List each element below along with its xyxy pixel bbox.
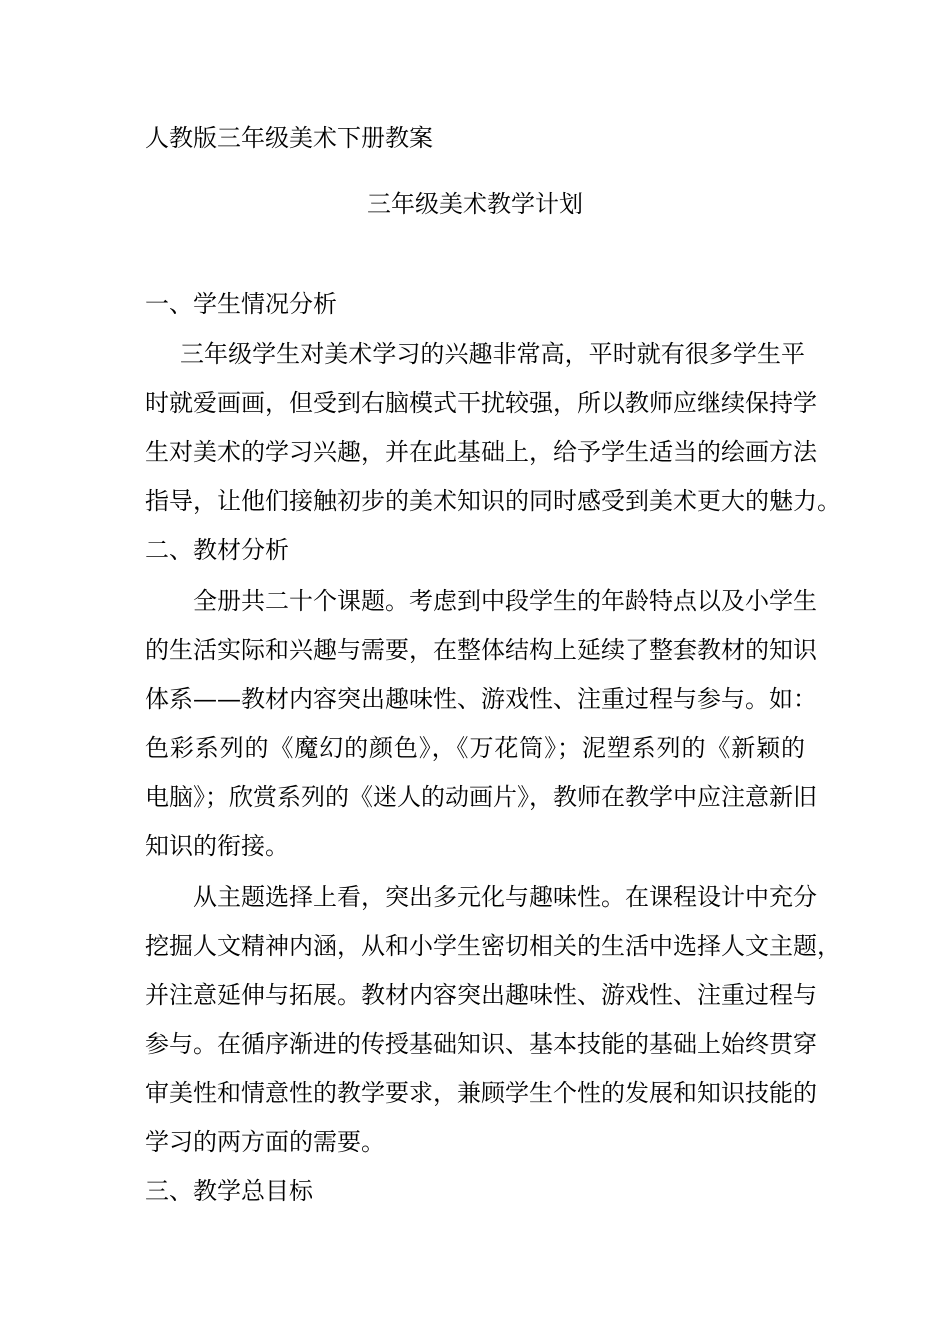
paragraph-line: 并注意延伸与拓展。教材内容突出趣味性、游戏性、注重过程与 (145, 981, 817, 1009)
paragraph-line: 电脑》；欣赏系列的《迷人的动画片》，教师在教学中应注意新旧 (145, 783, 817, 811)
section-heading-teaching-goals: 三、教学总目标 (145, 1177, 313, 1205)
section-heading-student-analysis: 一、学生情况分析 (145, 290, 337, 318)
paragraph-line: 生对美术的学习兴趣，并在此基础上，给予学生适当的绘画方法 (145, 438, 817, 466)
paragraph-line: 学习的两方面的需要。 (145, 1128, 385, 1156)
plan-title: 三年级美术教学计划 (367, 190, 583, 218)
paragraph-line: 时就爱画画，但受到右脑模式干扰较强，所以教师应继续保持学 (145, 389, 817, 417)
paragraph-line: 体系——教材内容突出趣味性、游戏性、注重过程与参与。如： (145, 685, 817, 713)
paragraph-line: 的生活实际和兴趣与需要，在整体结构上延续了整套教材的知识 (145, 636, 817, 664)
paragraph-line: 从主题选择上看，突出多元化与趣味性。在课程设计中充分 (193, 883, 817, 911)
paragraph-line: 参与。在循序渐进的传授基础知识、基本技能的基础上始终贯穿 (145, 1030, 817, 1058)
paragraph-line: 色彩系列的《魔幻的颜色》，《万花筒》；泥塑系列的《新颖的 (145, 734, 805, 762)
paragraph-line: 审美性和情意性的教学要求，兼顾学生个性的发展和知识技能的 (145, 1079, 817, 1107)
section-heading-textbook-analysis: 二、教材分析 (145, 536, 289, 564)
paragraph-line: 指导，让他们接触初步的美术知识的同时感受到美术更大的魅力。 (145, 487, 841, 515)
paragraph-line: 全册共二十个课题。考虑到中段学生的年龄特点以及小学生 (193, 587, 817, 615)
paragraph-line: 知识的衔接。 (145, 832, 289, 860)
paragraph-line: 三年级学生对美术学习的兴趣非常高，平时就有很多学生平 (180, 340, 805, 368)
document-title: 人教版三年级美术下册教案 (145, 124, 433, 152)
paragraph-line: 挖掘人文精神内涵，从和小学生密切相关的生活中选择人文主题， (145, 932, 841, 960)
